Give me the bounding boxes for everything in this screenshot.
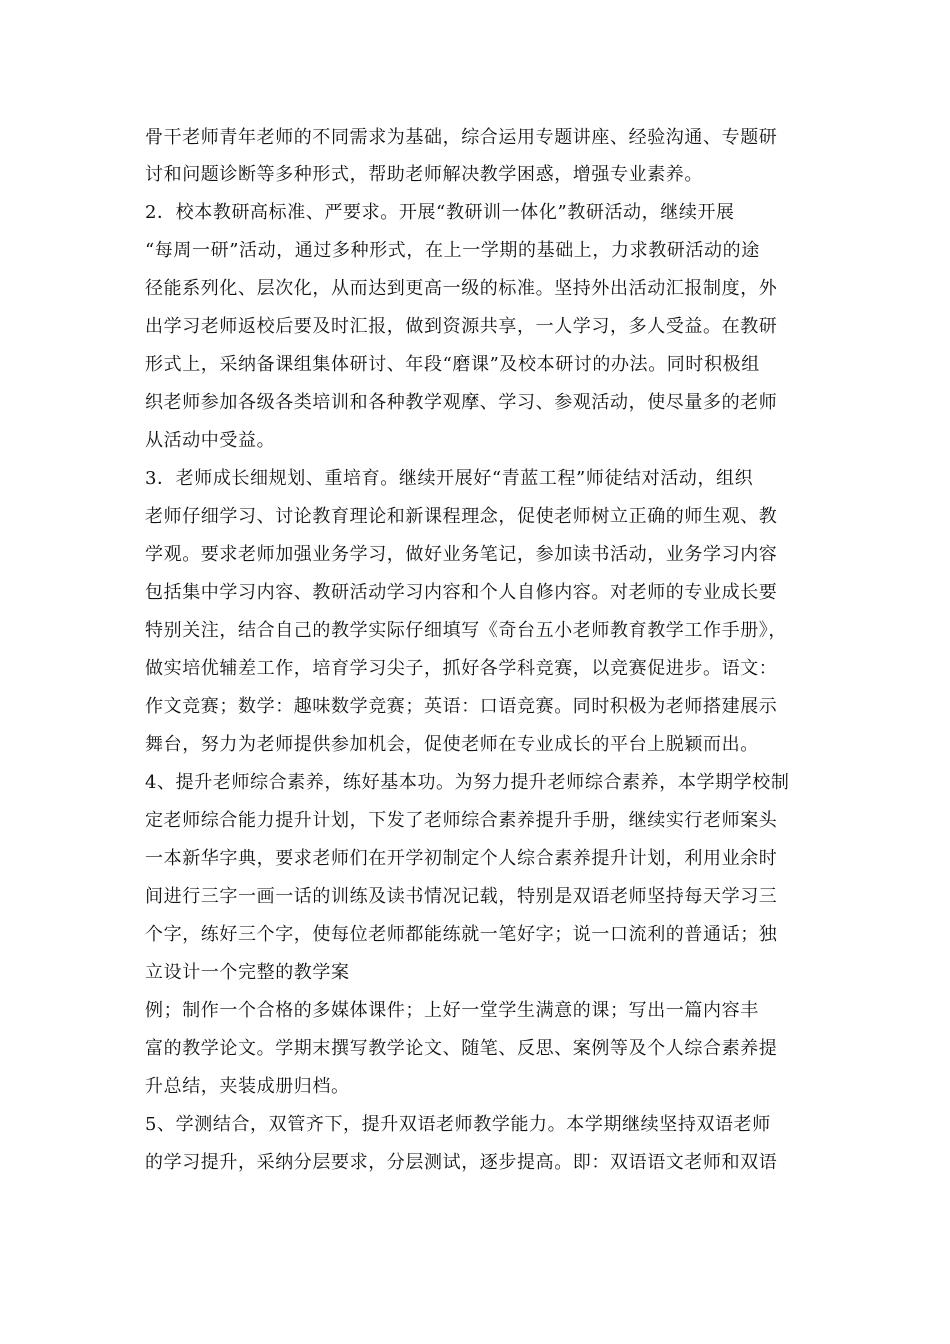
text-line: 形式上，采纳备课组集体研讨、年段“磨课”及校本研讨的办法。同时积极组 — [145, 354, 760, 375]
text-line: 包括集中学习内容、教研活动学习内容和个人自修内容。对老师的专业成长要 — [145, 582, 778, 603]
text-line: 3．老师成长细规划、重培育。继续开展好“青蓝工程”师徒结对活动，组织 — [145, 468, 754, 489]
text-line: 出学习老师返校后要及时汇报，做到资源共享，一人学习，多人受益。在教研 — [145, 316, 778, 337]
text-line: 2．校本教研高标准、严要求。开展“教研训一体化”教研活动，继续开展 — [145, 202, 735, 223]
text-line: 的学习提升，采纳分层要求，分层测试，逐步提高。即：双语语文老师和双语 — [145, 1152, 778, 1173]
text-line: 老师仔细学习、讨论教育理论和新课程理念，促使老师树立正确的师生观、教 — [145, 506, 778, 527]
text-line: 富的教学论文。学期末撰写教学论文、随笔、反思、案例等及个人综合素养提 — [145, 1038, 778, 1059]
text-line: 舞台，努力为老师提供参加机会，促使老师在专业成长的平台上脱颖而出。 — [145, 734, 759, 755]
text-line: “每周一研”活动，通过多种形式，在上一学期的基础上，力求教研活动的途 — [145, 240, 760, 261]
text-line: 特别关注，结合自己的教学实际仔细填写《奇台五小老师教育教学工作手册》， — [145, 620, 787, 641]
text-line: 间进行三字一画一话的训练及读书情况记载，特别是双语老师坚持每天学习三 — [145, 886, 778, 907]
text-line: 4、提升老师综合素养，练好基本功。为努力提升老师综合素养，本学期学校制 — [145, 772, 790, 793]
text-line: 5、学测结合，双管齐下，提升双语老师教学能力。本学期继续坚持双语老师 — [145, 1114, 771, 1135]
text-line: 骨干老师青年老师的不同需求为基础，综合运用专题讲座、经验沟通、专题研 — [145, 127, 778, 148]
text-line: 做实培优辅差工作，培育学习尖子，抓好各学科竞赛，以竞赛促进步。语文： — [145, 658, 778, 679]
text-line: 织老师参加各级各类培训和各种教学观摩、学习、参观活动，使尽量多的老师 — [145, 392, 778, 413]
text-line: 一本新华字典，要求老师们在开学初制定个人综合素养提升计划，利用业余时 — [145, 848, 778, 869]
text-line: 讨和问题诊断等多种形式，帮助老师解决教学困惑，增强专业素养。 — [145, 164, 703, 185]
text-line: 作文竞赛；数学：趣味数学竞赛；英语：口语竞赛。同时积极为老师搭建展示 — [145, 696, 778, 717]
text-line: 升总结，夹装成册归档。 — [145, 1076, 350, 1097]
text-line: 例；制作一个合格的多媒体课件；上好一堂学生满意的课；写出一篇内容丰 — [145, 1000, 759, 1021]
text-line: 定老师综合能力提升计划，下发了老师综合素养提升手册，继续实行老师案头 — [145, 810, 778, 831]
text-line: 立设计一个完整的教学案 — [145, 962, 350, 983]
text-line: 学观。要求老师加强业务学习，做好业务笔记，参加读书活动，业务学习内容 — [145, 544, 778, 565]
text-line: 径能系列化、层次化，从而达到更高一级的标准。坚持外出活动汇报制度，外 — [145, 278, 778, 299]
text-line: 从活动中受益。 — [145, 430, 276, 451]
text-line: 个字，练好三个字，使每位老师都能练就一笔好字；说一口流利的普通话；独 — [145, 924, 778, 945]
